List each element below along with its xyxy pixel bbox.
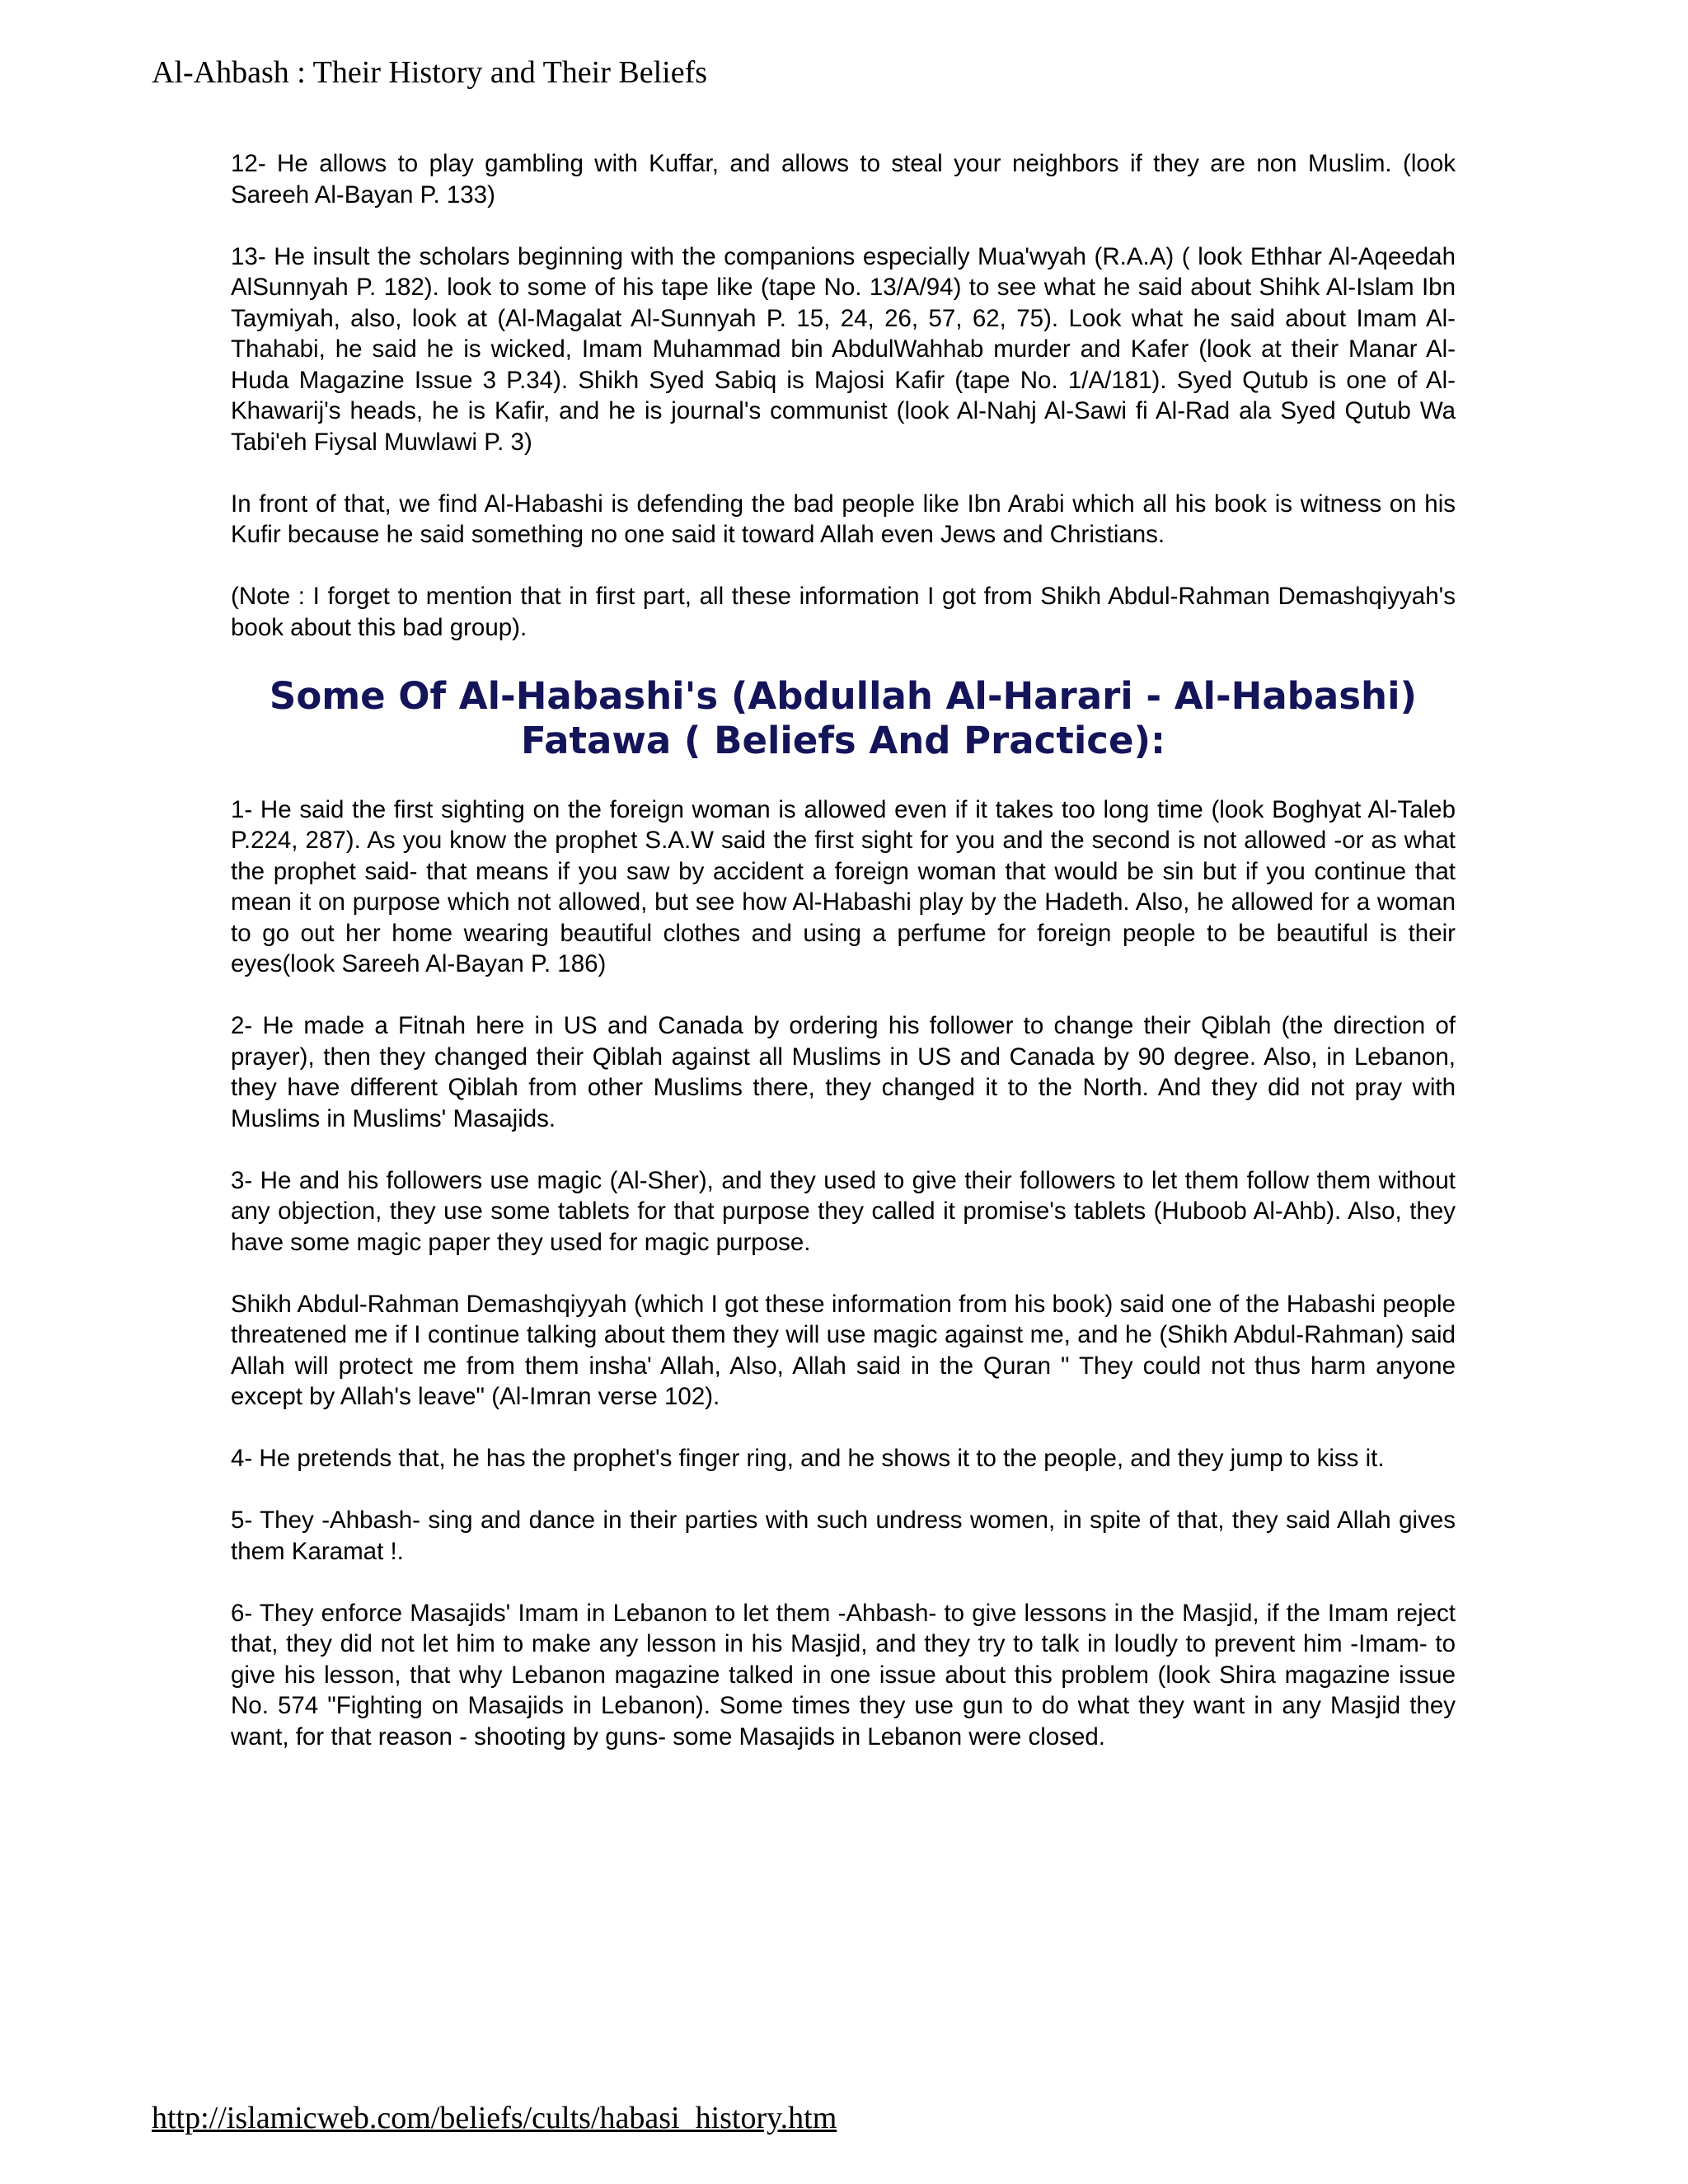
paragraph-item-12: 12- He allows to play gambling with Kuffar, and allows to steal your neighbors if they are non Muslim. (look Sareeh Al-Bayan P. 133)	[231, 150, 1456, 209]
paragraph-item-13: 13- He insult the scholars beginning with the companions especially Mua'wyah (R.A.A) ( look Ethhar Al-Aqeedah AlSunnyah P. 182). look to some of his tape like (tape No. 13/A/94) to see what he said about Shihk Al-Islam Ibn Taymiyah, also, look at (Al-Magalat Al-Sunnyah P. 15, 24, 26, 57, 62, 75). Look what he said about Imam Al-Thahabi, he said he is wicked, Imam Muhammad bin AbdulWahhab murder and Kafer (look at their Manar Al-Huda Magazine Issue 3 P.34). Shikh Syed Sabiq is Majosi Kafir (tape No. 1/A/181). Syed Qutub is one of Al-Khawarij's heads, he is Kafir, and he is journal's communist (look Al-Nahj Al-Sawi fi Al-Rad ala Syed Qutub Wa Tabi'eh Fiysal Muwlawi P. 3)	[231, 242, 1456, 456]
paragraph-fatwa-5: 5- They -Ahbash- sing and dance in their parties with such undress women, in spite of that, they said Allah gives them Karamat !.	[231, 1507, 1456, 1565]
section-heading-line-2: Fatawa ( Beliefs And Practice):	[520, 718, 1166, 762]
paragraph-note: (Note : I forget to mention that in first part, all these information I got from Shikh Abdul-Rahman Demashqiyyah's book about this bad group).	[231, 583, 1456, 641]
section-heading-line-1: Some Of Al-Habashi's (Abdullah Al-Harari - Al-Habashi)	[269, 673, 1418, 718]
page-header-title: Al-Ahbash : Their History and Their Beliefs	[152, 55, 708, 90]
paragraph-shikh-quote: Shikh Abdul-Rahman Demashqiyyah (which I got these information from his book) said one of the Habashi people threatened me if I continue talking about them they will use magic against me, and he (Shikh Abdul-Rahman) said Allah will protect me from them insha' Allah, Also, Allah said in the Quran " They could not thus harm anyone except by Allah's leave" (Al-Imran verse 102).	[231, 1290, 1456, 1410]
paragraph-fatwa-4: 4- He pretends that, he has the prophet's finger ring, and he shows it to the people, and they jump to kiss it.	[231, 1445, 1385, 1472]
footer-url-link[interactable]: http://islamicweb.com/beliefs/cults/habasi_history.htm	[152, 2101, 837, 2135]
paragraph-fatwa-2: 2- He made a Fitnah here in US and Canada by ordering his follower to change their Qiblah (the direction of prayer), then they changed their Qiblah against all Muslims in US and Canada by 90 degree. Also, in Lebanon, they have different Qiblah from other Muslims there, they changed it to the North. And they did not pray with Muslims in Muslims' Masajids.	[231, 1012, 1456, 1132]
paragraph-ibn-arabi: In front of that, we find Al-Habashi is defending the bad people like Ibn Arabi which all his book is witness on his Kufir because he said something no one said it toward Allah even Jews and Christians.	[231, 490, 1456, 548]
paragraph-fatwa-3: 3- He and his followers use magic (Al-Sher), and they used to give their followers to let them follow them without any objection, they use some tablets for that purpose they called it promise's tablets (Huboob Al-Ahb). Also, they have some magic paper they used for magic purpose.	[231, 1166, 1456, 1256]
paragraph-fatwa-6: 6- They enforce Masajids' Imam in Lebanon to let them -Ahbash- to give lessons in the Masjid, if the Imam reject that, they did not let him to make any lesson in his Masjid, and they try to talk in loudly to prevent him -Imam- to give his lesson, that why Lebanon magazine talked in one issue about this problem (look Shira magazine issue No. 574 "Fighting on Masajids in Lebanon). Some times they use gun to do what they want in any Masjid they want, for that reason - shooting by guns- some Masajids in Lebanon were closed.	[231, 1599, 1456, 1750]
document-body	[231, 148, 1456, 1783]
section-heading	[231, 674, 1456, 763]
paragraph-fatwa-1: 1- He said the first sighting on the foreign woman is allowed even if it takes too long time (look Boghyat Al-Taleb P.224, 287). As you know the prophet S.A.W said the first sight for you and the second is not allowed -or as what the prophet said- that means if you saw by accident a foreign woman that would be sin but if you continue that mean it on purpose which not allowed, but see how Al-Habashi play by the Hadeth. Also, he allowed for a woman to go out her home wearing beautiful clothes and using a perfume for foreign people to be beautiful is their eyes(look Sareeh Al-Bayan P. 186)	[231, 795, 1456, 977]
